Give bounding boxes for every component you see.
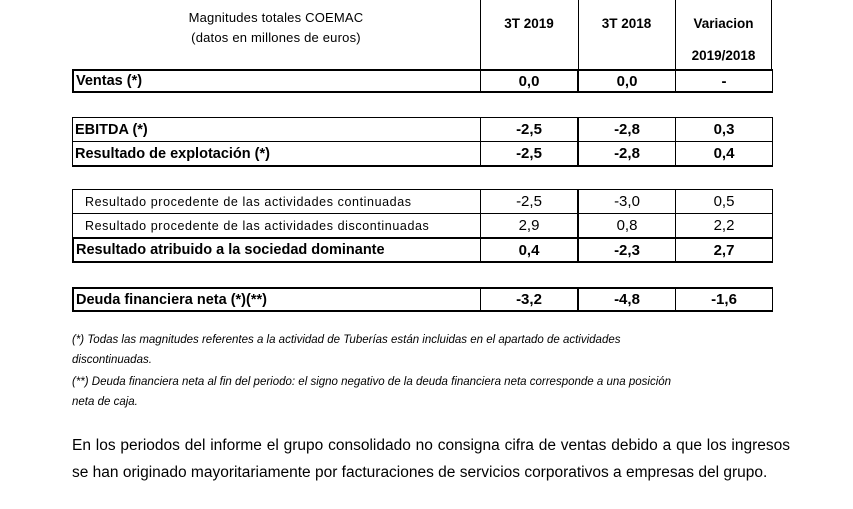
value-3t2019: -2,5 — [480, 189, 578, 214]
body-paragraph: En los periodos del informe el grupo consolidado no consigna cifra de ventas debido a que los ingresos se han originado mayoritariamente por facturaciones de servicios corporativos a empresas del grupo. — [72, 437, 790, 481]
value-3t2019: 0,0 — [480, 69, 578, 93]
column-header-variacion: Variacion — [693, 16, 754, 31]
table-row-deuda — [72, 287, 773, 312]
value-3t2018: 0,8 — [578, 213, 676, 238]
value-3t2018: -4,8 — [578, 287, 676, 312]
value-variacion: -1,6 — [675, 287, 773, 312]
table-title-line2: (datos en millones de euros) — [191, 30, 361, 45]
table-title — [76, 8, 476, 48]
row-label: Deuda financiera neta (*)(**) — [72, 287, 481, 312]
value-variacion: 0,4 — [675, 141, 773, 167]
footnote-2-line1: (**) Deuda financiera neta al fin del periodo: el signo negativo de la deuda financiera neta corresponde a una posición — [72, 376, 672, 388]
table-row-ventas — [72, 69, 773, 93]
table-group-ebitda — [72, 117, 773, 167]
footnote-1-line2: discontinuadas. — [72, 354, 152, 366]
table-group-resultados — [72, 189, 773, 263]
value-3t2019: -2,5 — [480, 117, 578, 142]
value-3t2018: -2,3 — [578, 237, 676, 263]
value-variacion: 0,5 — [675, 189, 773, 214]
column-header-3t2018: 3T 2018 — [601, 16, 652, 31]
value-3t2018: -3,0 — [578, 189, 676, 214]
row-label: EBITDA (*) — [72, 117, 481, 142]
footnote-2-line2: neta de caja. — [72, 396, 138, 408]
value-3t2019: 0,4 — [480, 237, 578, 263]
footnote-1-line1: (*) Todas las magnitudes referentes a la actividad de Tuberías están incluidas en el apartado de actividades — [72, 334, 621, 346]
value-variacion: 2,2 — [675, 213, 773, 238]
value-3t2019: -3,2 — [480, 287, 578, 312]
value-variacion: - — [675, 69, 773, 93]
row-label: Resultado procedente de las actividades continuadas — [72, 189, 481, 214]
value-3t2018: -2,8 — [578, 141, 676, 167]
row-label: Resultado atribuido a la sociedad dominante — [72, 237, 481, 263]
value-variacion: 2,7 — [675, 237, 773, 263]
value-variacion: 0,3 — [675, 117, 773, 142]
column-header-3t2019: 3T 2019 — [504, 16, 554, 31]
column-header-variacion-period: 2019/2018 — [691, 48, 756, 63]
value-3t2019: 2,9 — [480, 213, 578, 238]
row-label: Resultado procedente de las actividades discontinuadas — [72, 213, 481, 238]
value-3t2018: -2,8 — [578, 117, 676, 142]
header-divider — [578, 0, 579, 69]
table-title-line1: Magnitudes totales COEMAC — [188, 10, 364, 25]
value-3t2018: 0,0 — [578, 69, 676, 93]
row-label: Resultado de explotación (*) — [72, 141, 481, 167]
row-label: Ventas (*) — [72, 69, 481, 93]
value-3t2019: -2,5 — [480, 141, 578, 167]
